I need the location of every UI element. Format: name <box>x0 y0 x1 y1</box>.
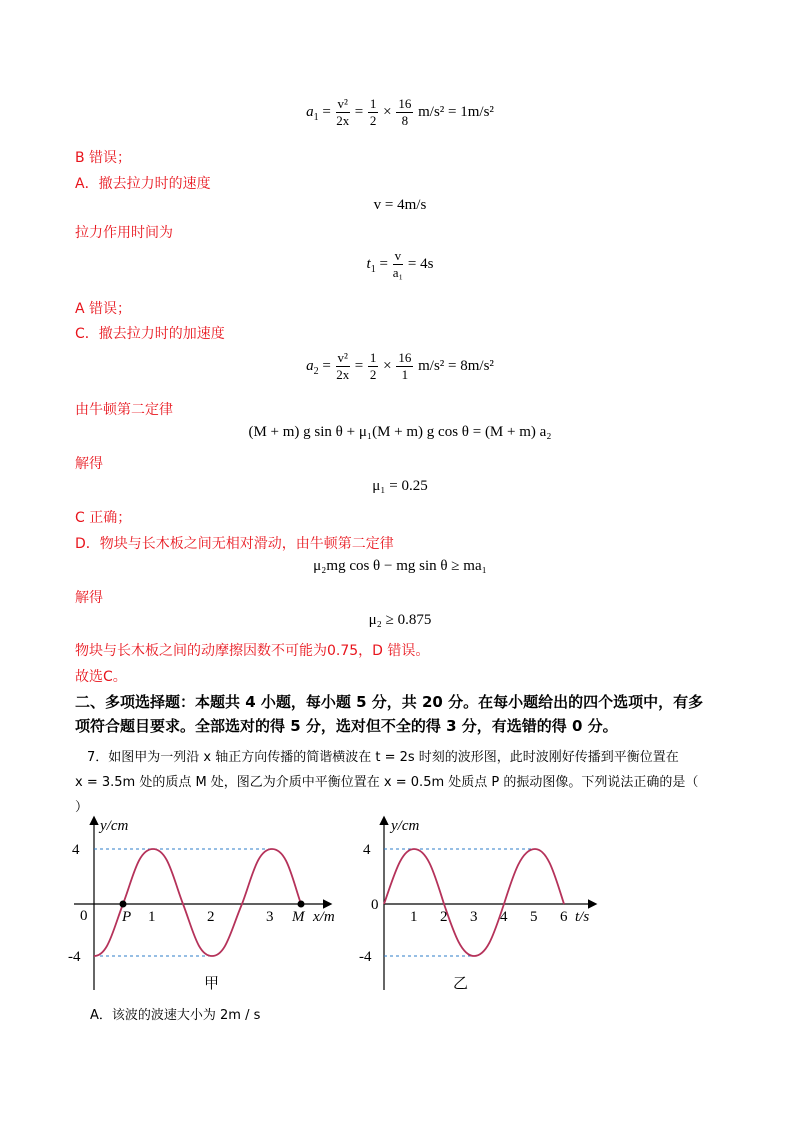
newton-line-1: 由牛顿第二定律 <box>75 402 173 418</box>
y-tick-4: 4 <box>363 842 371 858</box>
a-time-line: 拉力作用时间为 <box>75 225 173 241</box>
equation-mu1: μ₁ = 0.25 <box>372 478 428 494</box>
fraction: $\frac{\text{v²}}{2x}$ <box>336 96 350 128</box>
t-tick-5: 5 <box>530 909 538 925</box>
equation-v: v = 4m/s <box>373 197 427 213</box>
c-right: C 正确； <box>75 510 132 526</box>
x-tick-2: 2 <box>207 909 215 925</box>
wave-graph-jia <box>60 810 360 1000</box>
y-tick-4: 4 <box>72 842 80 858</box>
section-heading-line-2: 项符合题目要求。全部选对的得 5 分，选对但不全的得 3 分，有选错的得 0 分。 <box>75 717 618 735</box>
option-c-line: C．撤去拉力时的加速度 <box>75 326 225 342</box>
label-p: P <box>122 909 132 925</box>
t-tick-3: 3 <box>470 909 478 925</box>
option-a-q7: A．该波的波速大小为 2m / s <box>90 1008 261 1023</box>
caption-yi: 乙 <box>453 976 469 992</box>
solve-line-2: 解得 <box>75 590 103 606</box>
t-label: t/s <box>575 909 590 925</box>
eq-sub: 1 <box>313 111 319 123</box>
b-wrong: B 错误； <box>75 150 132 166</box>
point-p-dot <box>120 901 127 908</box>
point-m-dot <box>298 901 305 908</box>
solve-line-1: 解得 <box>75 456 103 472</box>
fraction: $\frac{16}{8}$ <box>398 96 412 128</box>
caption-jia: 甲 <box>204 976 220 992</box>
equation-a1: $a_1$ = $\frac{\text{v²}}{2x}$ = $\frac{1}{2}$ × $\frac{16}{8}$ m/s² = 1m/s² <box>306 96 494 128</box>
answer-line: 故选C。 <box>75 669 127 685</box>
eq-tail: m/s² = 1m/s² <box>418 103 494 120</box>
option-d-line: D．物块与长木板之间无相对滑动，由牛顿第二定律 <box>75 536 394 552</box>
vibration-curve <box>384 849 564 956</box>
fraction: $\frac{1}{2}$ <box>369 350 377 382</box>
fraction: $\frac{1}{2}$ <box>369 96 377 128</box>
fraction: $\frac{v}{\text{a₁}}$ <box>392 248 404 280</box>
eq-lhs: a <box>306 103 314 120</box>
t-tick-6: 6 <box>560 909 568 925</box>
origin-label: 0 <box>371 897 379 913</box>
x-tick-1: 1 <box>148 909 156 925</box>
conclusion-line: 物块与长木板之间的动摩擦因数不可能为0.75，D 错误。 <box>75 643 430 659</box>
t-tick-1: 1 <box>410 909 418 925</box>
x-tick-3: 3 <box>266 909 274 925</box>
label-m: M <box>292 909 305 925</box>
question-7-line-1: 7．如图甲为一列沿 x 轴正方向传播的简谐横波在 t = 2s 时刻的波形图，此时波刚好传播到平衡位置在 <box>87 750 679 765</box>
t-tick-2: 2 <box>440 909 448 925</box>
t-tick-4: 4 <box>500 909 508 925</box>
y-tick-minus4: -4 <box>68 949 81 965</box>
vibration-graph-yi <box>355 810 615 1000</box>
question-7-line-3: ） <box>75 800 89 815</box>
origin-label: 0 <box>80 908 88 924</box>
question-7-line-2: x = 3.5m 处的质点 M 处，图乙为介质中平衡位置在 x = 0.5m 处质点 P 的振动图像。下列说法正确的是（ <box>75 775 699 790</box>
equation-mu2: μ₂ ≥ 0.875 <box>368 612 432 628</box>
equation-a2: $a_2$ = $\frac{\text{v²}}{2x}$ = $\frac{1}{2}$ × $\frac{16}{1}$ m/s² = 8m/s² <box>306 350 494 382</box>
a-wrong: A 错误； <box>75 301 132 317</box>
y-tick-minus4: -4 <box>359 949 372 965</box>
fraction: $\frac{16}{1}$ <box>398 350 412 382</box>
y-label: y/cm <box>391 818 420 834</box>
option-a-line: A．撤去拉力时的速度 <box>75 176 211 192</box>
equation-newton: (M + m) g sin θ + μ₁(M + m) g cos θ = (M + m) a₂ <box>248 424 552 440</box>
section-heading-line-1: 二、多项选择题：本题共 4 小题，每小题 5 分，共 20 分。在每小题给出的四个选项中，有多 <box>75 693 704 711</box>
equation-t1: $t_1$ = $\frac{v}{\text{a₁}}$ = 4s <box>366 248 434 280</box>
y-label: y/cm <box>100 818 129 834</box>
fraction: $\frac{\text{v²}}{2x}$ <box>336 350 350 382</box>
x-label: x/m <box>313 909 335 925</box>
equation-inequality: μ₂mg cos θ − mg sin θ ≥ ma₁ <box>313 558 487 574</box>
